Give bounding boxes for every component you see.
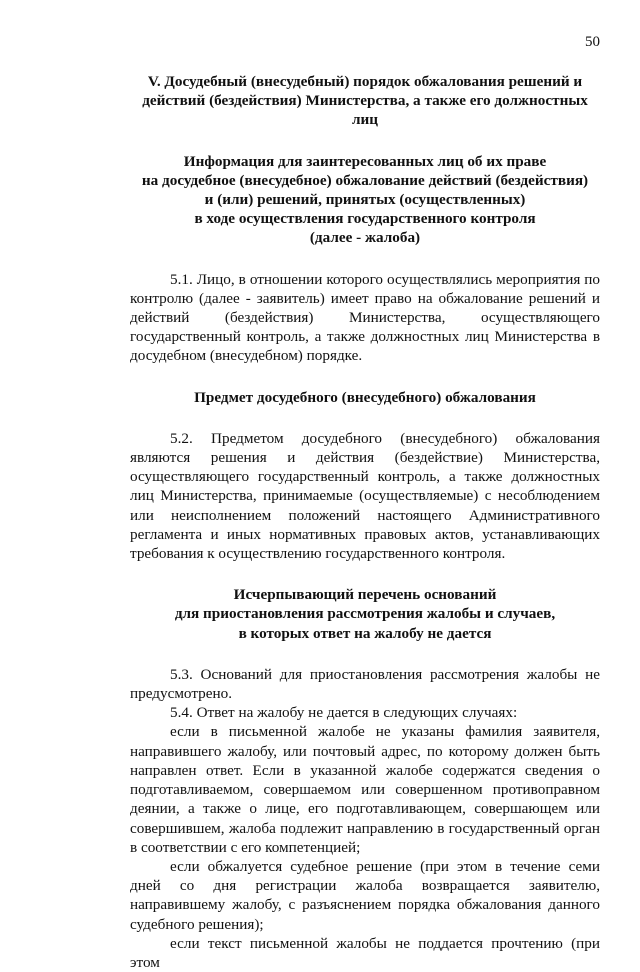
- paragraph-5-1: 5.1. Лицо, в отношении которого осуществлялись мероприятия по контролю (далее - заявитель) имеет право на обжалование решений и действий (бездействия) Министерства, осуществляющего государственный контроль, а также должностных лиц Министерства в досудебном (внесудебном) порядке.: [130, 270, 600, 365]
- info-heading: [130, 152, 600, 248]
- paragraph-5-4: 5.4. Ответ на жалобу не дается в следующих случаях:: [170, 704, 518, 722]
- info-heading-line: в ходе осуществления государственного контроля: [194, 210, 536, 228]
- section-heading-line: V. Досудебный (внесудебный) порядок обжалования решений и: [147, 73, 583, 90]
- document-body: [130, 72, 600, 972]
- grounds-heading-line: для приостановления рассмотрения жалобы и случаев,: [174, 605, 556, 623]
- paragraph-5-2: 5.2. Предметом досудебного (внесудебного) обжалования являются решения и действия (бездействие) Министерства, осуществляющего государственный контроль, а также должностных лиц Министерства, принимаемые (осуществляемые) с несоблюдением или неисполнением положений настоящего Административного регламента и иных нормативных правовых актов, устанавливающих требования к осуществлению государственного контроля.: [130, 429, 600, 563]
- grounds-heading-line: в которых ответ на жалобу не дается: [238, 624, 492, 642]
- paragraph-5-3: 5.3. Оснований для приостановления рассмотрения жалобы не предусмотрено.: [130, 665, 600, 703]
- grounds-heading-line: Исчерпывающий перечень оснований: [233, 586, 497, 604]
- info-heading-line: на досудебное (внесудебное) обжалование действий (бездействия): [141, 171, 589, 189]
- page-number: 50: [585, 34, 600, 50]
- info-heading-line: (далее - жалоба): [309, 229, 421, 247]
- case-item: если в письменной жалобе не указаны фамилия заявителя, направившего жалобу, или почтовый адрес, по которому должен быть направлен ответ. Если в указанной жалобе содержатся сведения о подготавливаемом, совершаемом или совершенном противоправном деянии, а также о лице, его подготавливающем, совершающем или совершившем, жалоба подлежит направлению в государственный орган в соответствии с его компетенцией;: [130, 723, 600, 856]
- case-item: если текст письменной жалобы не поддается прочтению (при этом: [130, 934, 600, 971]
- info-heading-line: и (или) решений, принятых (осуществленных): [204, 191, 526, 209]
- case-item: если обжалуется судебное решение (при этом в течение семи дней со дня регистрации жалоба возвращается заявителю, направившему жалобу, с разъяснением порядка обжалования данного судебного решения);: [130, 857, 600, 933]
- section-heading: [130, 72, 600, 130]
- grounds-heading: [130, 585, 600, 643]
- info-heading-line: Информация для заинтересованных лиц об их праве: [183, 152, 547, 170]
- section-heading-line: действий (бездействия) Министерства, а также его должностных лиц: [142, 92, 588, 129]
- subject-heading: Предмет досудебного (внесудебного) обжалования: [194, 388, 536, 406]
